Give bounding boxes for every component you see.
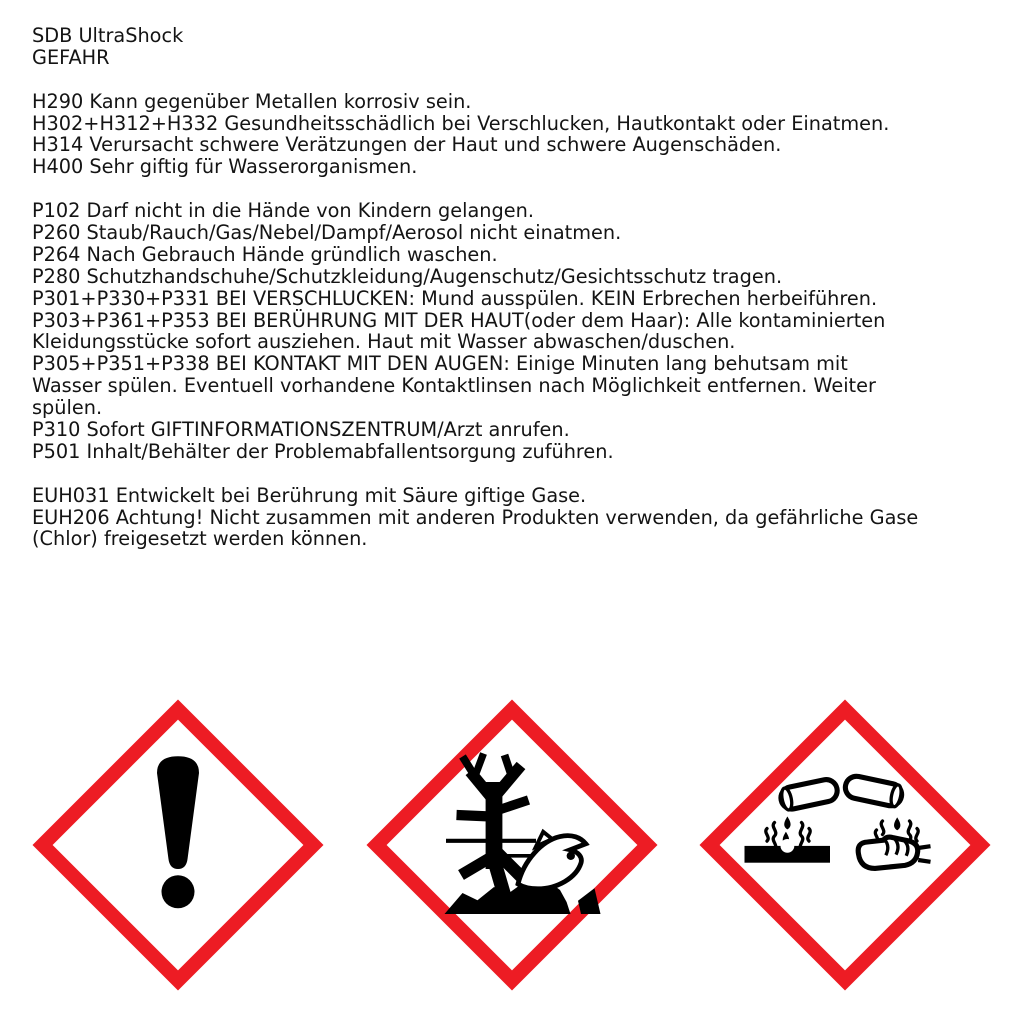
euh-statement-line: EUH031 Entwickelt bei Berührung mit Säure giftige Gase. (32, 483, 587, 507)
precautionary-statement-line: P264 Nach Gebrauch Hände gründlich waschen. (32, 242, 498, 266)
precautionary-statement-line: P501 Inhalt/Behälter der Problemabfallentsorgung zuführen. (32, 439, 614, 463)
fish-eye (567, 852, 575, 860)
precautionary-statement-line: P280 Schutzhandschuhe/Schutzkleidung/Augenschutz/Gesichtsschutz tragen. (32, 264, 783, 288)
ghs09-pictogram-svg (362, 695, 662, 995)
precautionary-statement-line: P260 Staub/Rauch/Gas/Nebel/Dampf/Aerosol nicht einatmen. (32, 221, 622, 245)
precautionary-statement-line: P301+P330+P331 BEI VERSCHLUCKEN: Mund ausspülen. KEIN Erbrechen herbeiführen. (32, 286, 878, 310)
hazard-statement-line: H302+H312+H332 Gesundheitsschädlich bei Verschlucken, Hautkontakt oder Einatmen. (32, 111, 890, 135)
precautionary-statement-line: P305+P351+P338 BEI KONTAKT MIT DEN AUGEN: Einige Minuten lang behutsam mit (32, 352, 848, 376)
precautionary-statement-line: P102 Darf nicht in die Hände von Kindern gelangen. (32, 199, 534, 223)
signal-word: GEFAHR (32, 45, 110, 69)
ghs05-corrosion-icon (695, 695, 995, 995)
precautionary-statement-line: Wasser spülen. Eventuell vorhandene Kontaktlinsen nach Möglichkeit entfernen. Weiter (32, 374, 876, 398)
hazard-statement-line: H290 Kann gegenüber Metallen korrosiv sein. (32, 89, 472, 113)
ghs07-pictogram-svg (28, 695, 328, 995)
diamond-inner-white (720, 720, 971, 971)
ghs09-environment-icon (362, 695, 662, 995)
ghs05-pictogram-svg (695, 695, 995, 995)
euh-statement-line: EUH206 Achtung! Nicht zusammen mit anderen Produkten verwenden, da gefährliche Gase (32, 505, 919, 529)
precautionary-statement-line: P303+P361+P353 BEI BERÜHRUNG MIT DER HAUT(oder dem Haar): Alle kontaminierten (32, 308, 886, 332)
diamond-inner-white (387, 720, 638, 971)
surface-etch-notch (781, 839, 795, 853)
precautionary-statement-line: P310 Sofort GIFTINFORMATIONSZENTRUM/Arzt anrufen. (32, 418, 570, 442)
product-title: SDB UltraShock (32, 24, 184, 47)
hazard-statement-line: H400 Sehr giftig für Wasserorganismen. (32, 155, 418, 179)
precautionary-statement-line: spülen. (32, 396, 103, 420)
euh-statement-line: (Chlor) freigesetzt werden können. (32, 527, 368, 551)
precautionary-statement-line: Kleidungsstücke sofort ausziehen. Haut mit Wasser abwaschen/duschen. (32, 330, 736, 354)
hazard-statement-line: H314 Verursacht schwere Verätzungen der Haut und schwere Augenschäden. (32, 133, 782, 157)
ghs07-exclamation-mark-icon (28, 695, 328, 995)
